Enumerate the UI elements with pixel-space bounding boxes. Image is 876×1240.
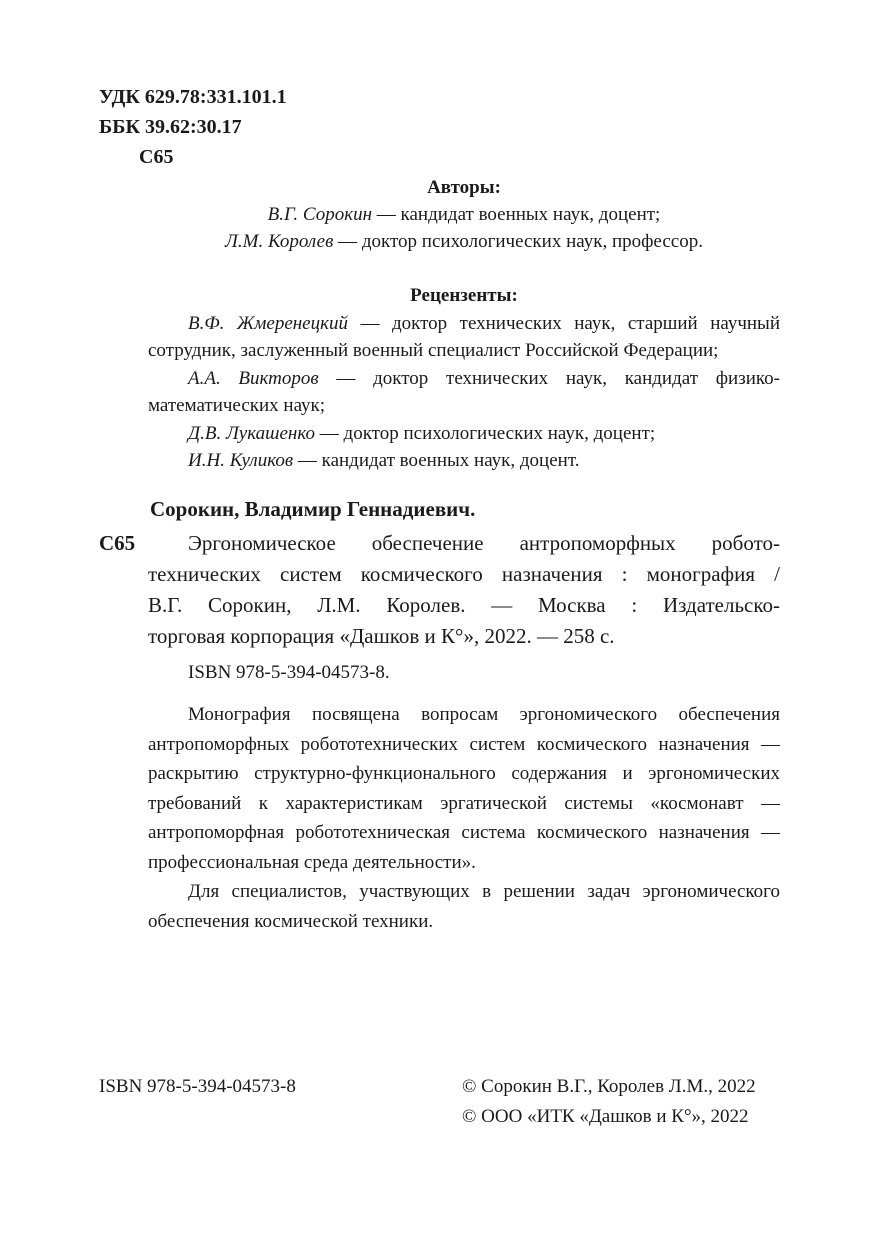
reviewer-entry bbox=[148, 310, 780, 365]
reviewers-section bbox=[148, 282, 780, 475]
record-isbn: ISBN 978-5-394-04573-8. bbox=[188, 662, 390, 683]
authors-section bbox=[148, 174, 780, 255]
author-name: Л.М. Королев bbox=[225, 231, 334, 252]
author-name: В.Г. Сорокин bbox=[267, 204, 373, 225]
reviewer-desc: — доктор технических наук, кандидат физико-математических наук; bbox=[148, 367, 780, 416]
record-heading: Сорокин, Владимир Геннадиевич. bbox=[150, 497, 476, 521]
copyright-line: © ООО «ИТК «Дашков и К°», 2022 bbox=[462, 1106, 749, 1127]
copyright-block bbox=[462, 1072, 756, 1132]
record-line: технических систем космического назначения : монография / bbox=[148, 562, 780, 586]
reviewer-entry bbox=[148, 420, 780, 448]
reviewer-name: В.Ф. Жмеренецкий bbox=[188, 312, 349, 334]
record-line: Эргономическое обеспечение антропоморфных робото- bbox=[188, 531, 780, 555]
reviewers-heading: Рецензенты: bbox=[410, 285, 518, 306]
reviewer-entry bbox=[148, 365, 780, 420]
udk-code: УДК 629.78:331.101.1 bbox=[99, 86, 287, 108]
bbk-code: ББК 39.62:30.17 bbox=[99, 116, 242, 138]
annotation bbox=[148, 700, 780, 936]
record-sign: С65 bbox=[99, 531, 136, 555]
reviewer-desc: — доктор психологических наук, доцент; bbox=[315, 422, 656, 444]
author-desc: — доктор психологических наук, профессор. bbox=[333, 231, 703, 252]
author-entry bbox=[148, 228, 780, 255]
reviewer-name: Д.В. Лукашенко bbox=[188, 422, 316, 444]
authors-heading: Авторы: bbox=[427, 177, 501, 198]
reviewer-desc: — кандидат военных наук, доцент. bbox=[293, 450, 580, 471]
classification-codes bbox=[99, 82, 287, 172]
copyright-line: © Сорокин В.Г., Королев Л.М., 2022 bbox=[462, 1076, 756, 1097]
record-line: В.Г. Сорокин, Л.М. Королев. — Москва : Издательско- bbox=[148, 593, 780, 617]
bibliographic-record bbox=[148, 528, 780, 652]
record-line: торговая корпорация «Дашков и К°», 2022. — 258 с. bbox=[148, 624, 615, 648]
reviewer-entry bbox=[148, 447, 780, 475]
author-entry bbox=[148, 201, 780, 228]
reviewer-name: И.Н. Куликов bbox=[188, 450, 294, 471]
author-sign: С65 bbox=[139, 146, 174, 168]
author-desc: — кандидат военных наук, доцент; bbox=[372, 204, 661, 225]
annotation-paragraph: Монография посвящена вопросам эргономического обеспечения антропоморфных робототехнических систем космического назначения — раскрытию структурно-функционального содержания и эргономических требований к характеристикам эргатической системы «космонавт — антропоморфная робототехническая система космического назначения — профессиональная среда деятельности». bbox=[148, 704, 780, 873]
reviewer-desc: — доктор технических наук, старший научный сотрудник, заслуженный военный специалист Российской Федерации; bbox=[148, 312, 780, 361]
annotation-paragraph: Для специалистов, участвующих в решении задач эргономического обеспечения космической техники. bbox=[148, 881, 780, 932]
reviewer-name: А.А. Викторов bbox=[188, 367, 319, 389]
footer-isbn: ISBN 978-5-394-04573-8 bbox=[99, 1076, 296, 1097]
